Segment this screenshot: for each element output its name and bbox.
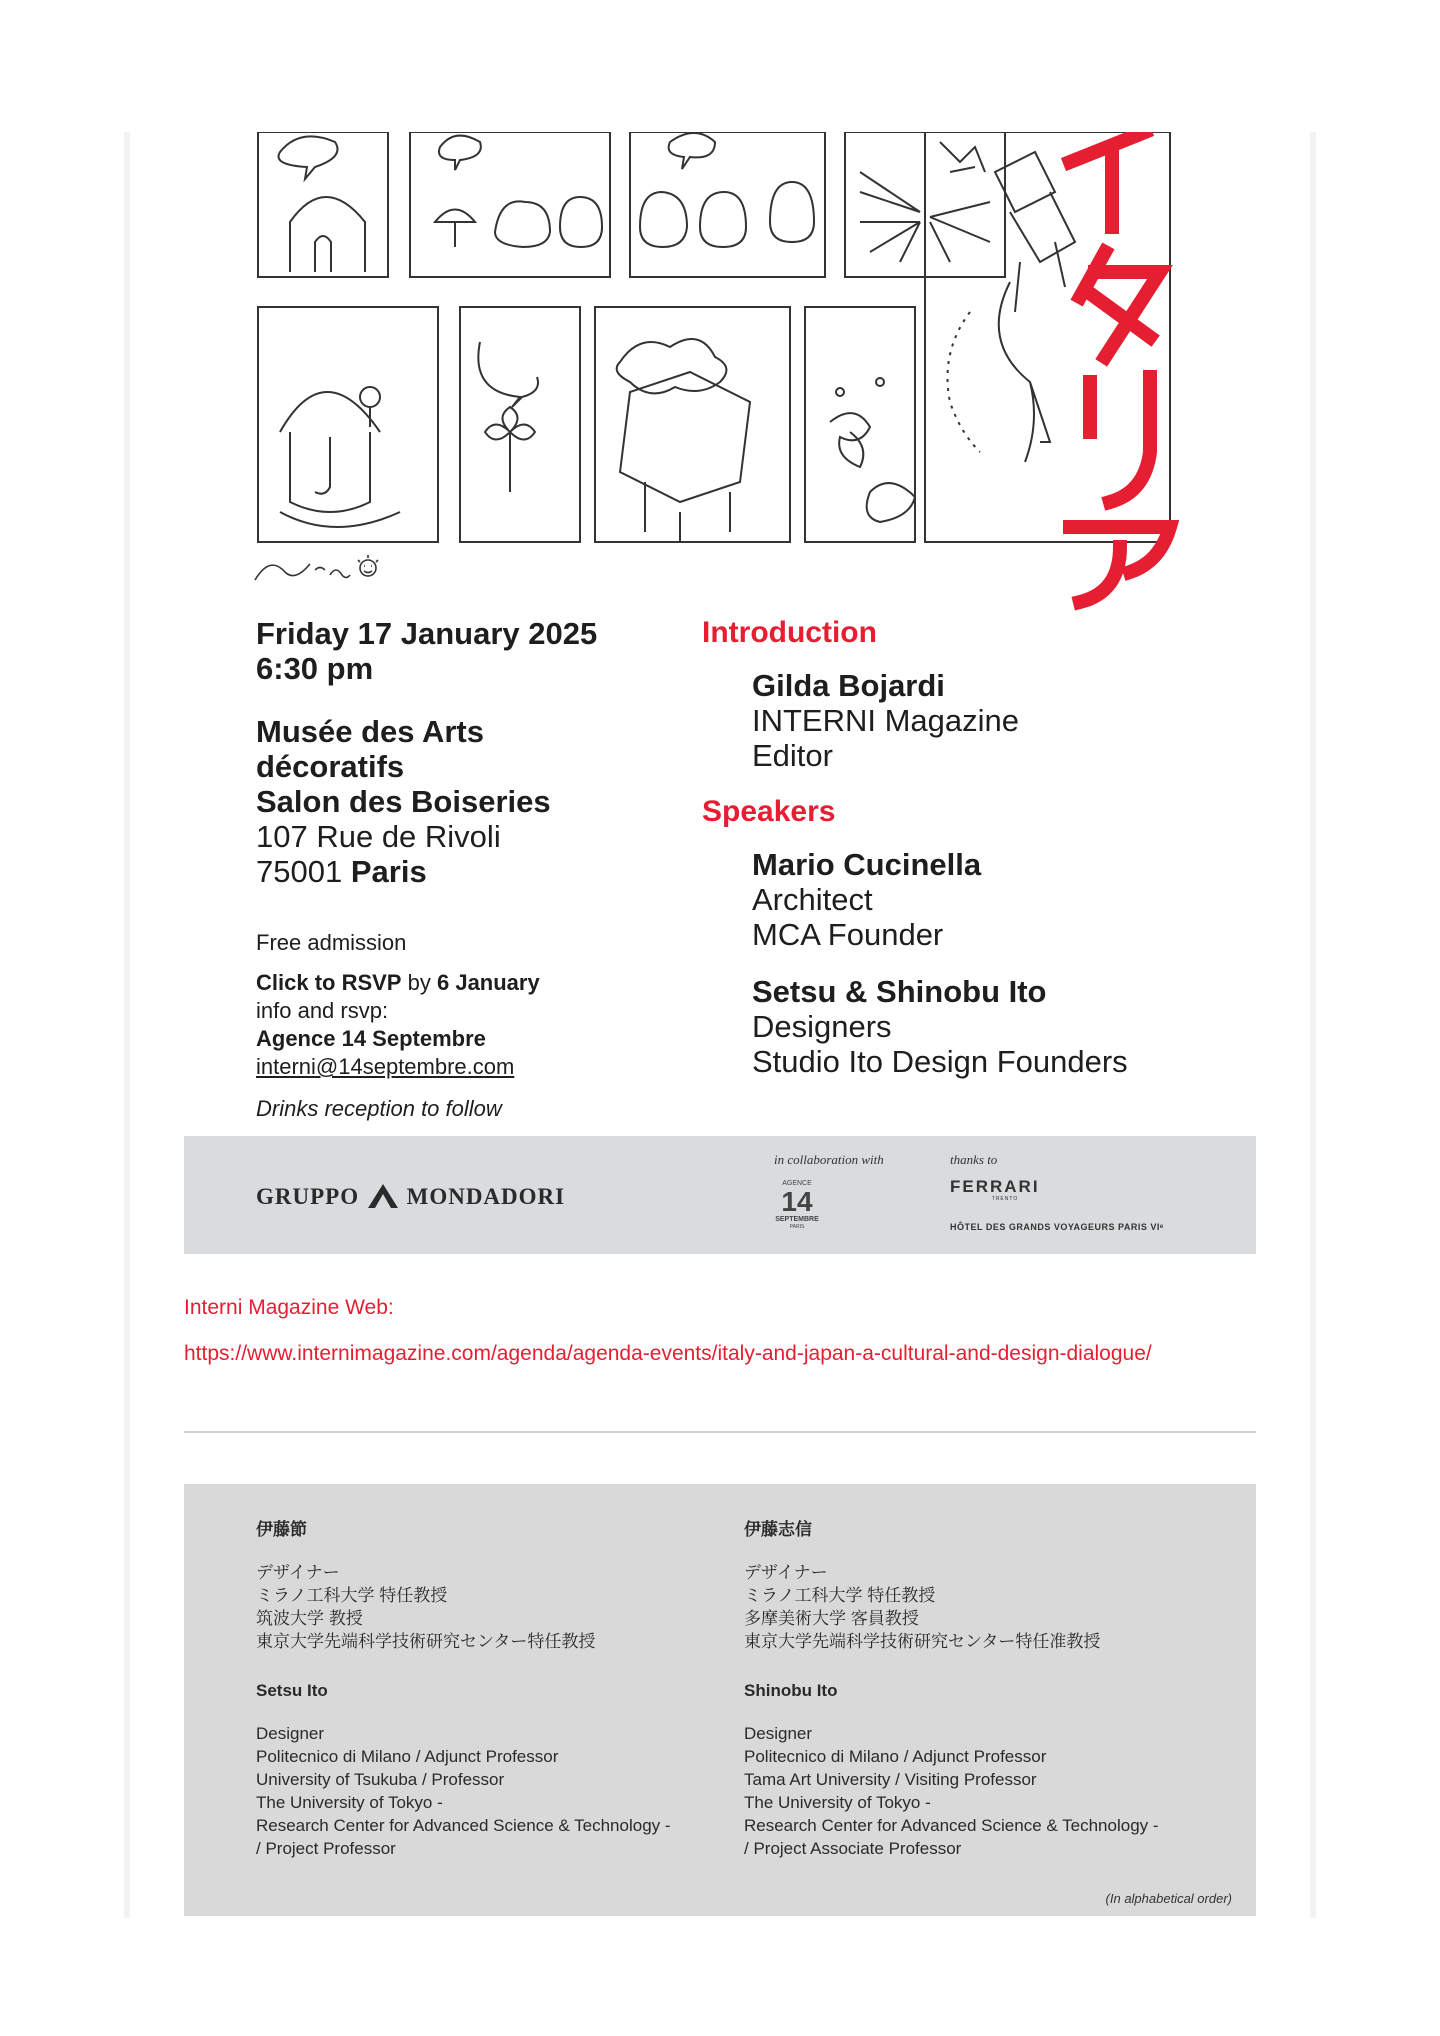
bio-left-line: Politecnico di Milano / Adjunct Professor xyxy=(256,1747,559,1766)
comic-illustration xyxy=(250,132,1180,602)
ferrari-logo xyxy=(950,1178,1060,1202)
speaker1-name: Mario Cucinella xyxy=(752,847,982,882)
alphabetical-note: (In alphabetical order) xyxy=(1105,1891,1232,1906)
bio-left-jp-name: 伊藤節 xyxy=(256,1520,307,1539)
bio-left-jp-line: 筑波大学 教授 xyxy=(256,1609,363,1628)
venue-street: 107 Rue de Rivoli xyxy=(256,819,501,854)
bio-left-jp-line: 東京大学先端科学技術研究センター特任教授 xyxy=(256,1632,596,1651)
mondadori-logo-icon xyxy=(366,1182,400,1208)
bio-panel xyxy=(184,1484,1256,1916)
event-time: 6:30 pm xyxy=(256,651,374,686)
venue-line2: décoratifs xyxy=(256,749,405,784)
bio-left-line: / Project Professor xyxy=(256,1839,396,1858)
agence-label: AGENCE xyxy=(782,1180,812,1187)
rsvp-email-link[interactable]: interni@14septembre.com xyxy=(256,1054,515,1079)
mondadori-logo-part2: MONDADORI xyxy=(406,1184,566,1209)
agence-name: SEPTEMBRE xyxy=(775,1216,819,1223)
web-label: Interni Magazine Web: xyxy=(184,1296,394,1319)
event-info xyxy=(256,616,676,1123)
agence-city: PARIS xyxy=(789,1224,805,1230)
rsvp-date: 6 January xyxy=(436,970,540,995)
speaker2-role2: Studio Ito Design Founders xyxy=(752,1044,1128,1079)
bio-right-line: The University of Tokyo - xyxy=(744,1793,931,1812)
ferrari-sub: TRENTO xyxy=(991,1196,1019,1202)
bio-right-jp-line: 多摩美術大学 客員教授 xyxy=(744,1609,919,1628)
bio-right-line: / Project Associate Professor xyxy=(744,1839,962,1858)
admission: Free admission xyxy=(256,930,407,955)
bio-right-line: Politecnico di Milano / Adjunct Professor xyxy=(744,1747,1047,1766)
bio-right-line: Designer xyxy=(744,1724,813,1743)
agence-num: 14 xyxy=(781,1186,813,1217)
thanks-label: thanks to xyxy=(950,1152,998,1167)
bio-left-line: Designer xyxy=(256,1724,325,1743)
venue-line1: Musée des Arts xyxy=(256,714,484,749)
bio-left-jp-line: デザイナー xyxy=(256,1563,340,1582)
intro-name: Gilda Bojardi xyxy=(752,668,945,703)
speaker1-role1: Architect xyxy=(752,882,873,917)
speaker2-role1: Designers xyxy=(752,1009,892,1044)
rsvp-line xyxy=(256,969,676,997)
mondadori-logo-part1: GRUPPO xyxy=(256,1184,360,1209)
bio-left-line: University of Tsukuba / Professor xyxy=(256,1770,505,1789)
bio-right-line: Research Center for Advanced Science & Technology - xyxy=(744,1816,1159,1835)
program-info xyxy=(702,616,1222,1079)
bio-left xyxy=(256,1518,736,1860)
venue-city: Paris xyxy=(350,854,427,889)
mondadori-logo xyxy=(256,1182,565,1210)
venue-line3: Salon des Boiseries xyxy=(256,784,551,819)
divider xyxy=(184,1431,1256,1433)
speakers-heading: Speakers xyxy=(702,795,836,828)
bio-right-jp-line: ミラノ工科大学 特任教授 xyxy=(744,1586,936,1605)
speaker1-role2: MCA Founder xyxy=(752,917,944,952)
agency-name: Agence 14 Septembre xyxy=(256,1026,486,1051)
hotel-logo: HÔTEL DES GRANDS VOYAGEURS PARIS VIᵉ xyxy=(950,1222,1164,1232)
intro-role1: INTERNI Magazine xyxy=(752,703,1020,738)
ferrari-name: FERRARI xyxy=(950,1177,1040,1196)
intro-role2: Editor xyxy=(752,738,833,773)
venue-postcode: 75001 xyxy=(256,854,343,889)
bio-left-line: The University of Tokyo - xyxy=(256,1793,443,1812)
agence-14-logo xyxy=(774,1180,820,1230)
bio-left-jp-line: ミラノ工科大学 特任教授 xyxy=(256,1586,448,1605)
bio-left-line: Research Center for Advanced Science & Technology - xyxy=(256,1816,671,1835)
bio-right-name: Shinobu Ito xyxy=(744,1681,838,1700)
event-date: Friday 17 January 2025 xyxy=(256,616,598,651)
bio-right-jp-line: デザイナー xyxy=(744,1563,828,1582)
bio-left-name: Setsu Ito xyxy=(256,1681,328,1700)
speaker2-name: Setsu & Shinobu Ito xyxy=(752,974,1047,1009)
bio-right xyxy=(744,1518,1224,1860)
bio-right-jp-name: 伊藤志信 xyxy=(744,1520,812,1539)
venue-city-line xyxy=(256,854,676,889)
rsvp-info: info and rsvp: xyxy=(256,998,389,1023)
sponsor-banner xyxy=(184,1136,1256,1254)
katakana-title xyxy=(1050,132,1190,612)
rsvp-by: by xyxy=(407,970,431,995)
rsvp-link[interactable]: Click to RSVP xyxy=(256,970,402,995)
artist-signature xyxy=(250,550,390,590)
web-url-link[interactable]: https://www.internimagazine.com/agenda/agenda-events/italy-and-japan-a-cultural-and-design-dialogue/ xyxy=(184,1342,1152,1365)
drinks-note: Drinks reception to follow xyxy=(256,1096,502,1121)
bio-right-line: Tama Art University / Visiting Professor xyxy=(744,1770,1037,1789)
intro-heading: Introduction xyxy=(702,616,877,649)
bio-right-jp-line: 東京大学先端科学技術研究センター特任准教授 xyxy=(744,1632,1101,1651)
collab-label: in collaboration with xyxy=(774,1152,884,1167)
